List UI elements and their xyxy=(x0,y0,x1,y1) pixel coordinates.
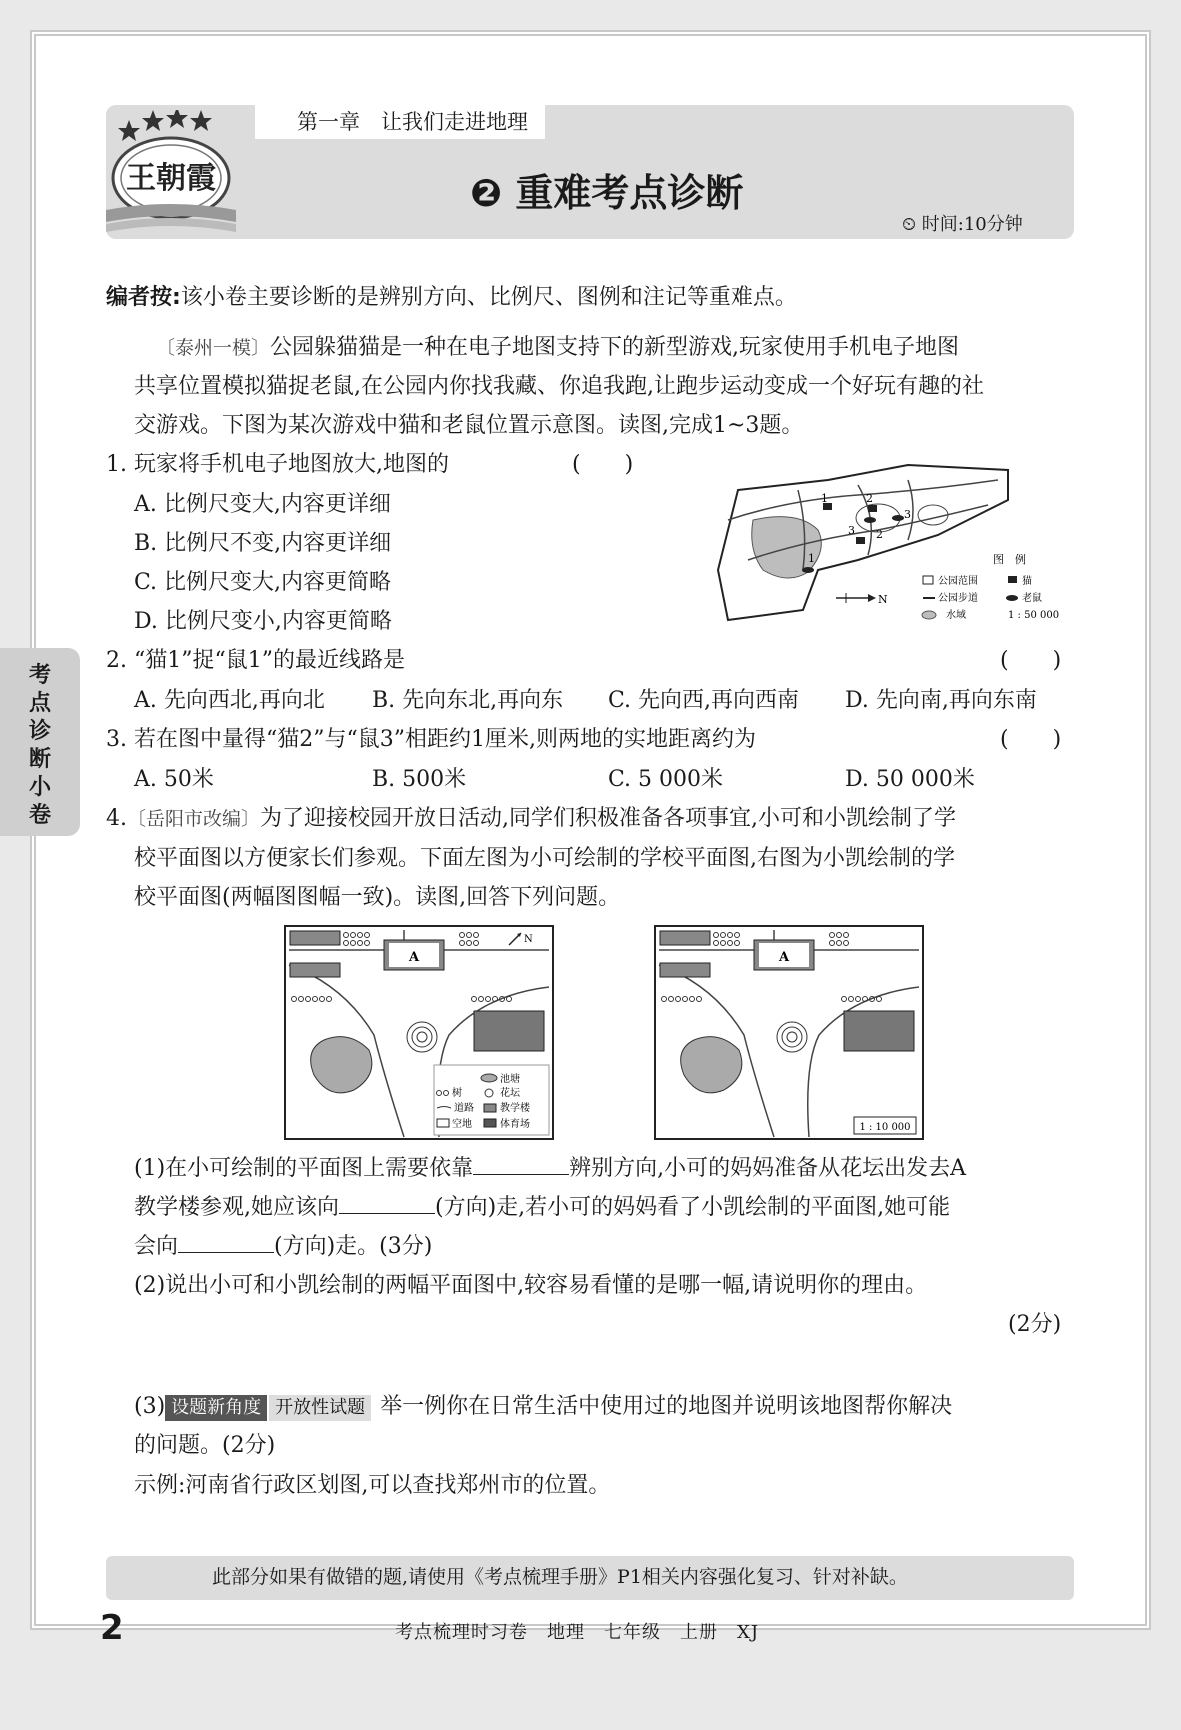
legend-item: 公园范围 xyxy=(938,576,978,587)
q4-sub1-text: (方向)走,若小可的妈妈看了小凯绘制的平面图,她可能 xyxy=(435,1195,951,1220)
north-label: N xyxy=(878,593,888,606)
q4-sub3-line-1 xyxy=(134,1391,952,1423)
clock-icon: ⏲ xyxy=(902,214,917,235)
legend-title: 图 例 xyxy=(993,553,1026,566)
editor-note-label: 编者按: xyxy=(106,285,181,310)
editor-note xyxy=(106,282,797,314)
map-scale: 1 : 50 000 xyxy=(1008,610,1060,621)
park-map xyxy=(708,460,1078,625)
intro-line-3: 交游戏。下图为某次游戏中猫和老鼠位置示意图。读图,完成1~3题。 xyxy=(134,413,804,438)
intro-line-1 xyxy=(156,332,959,364)
q3-stem: 3. 若在图中量得“猫2”与“鼠3”相距约1厘米,则两地的实地距离约为 xyxy=(106,727,756,752)
q1-option-d[interactable]: D. 比例尺变小,内容更简略 xyxy=(134,609,392,634)
side-tab-char: 断 xyxy=(28,747,51,772)
intro-line-2: 共享位置模拟猫捉老鼠,在公园内你找我藏、你追我跑,让跑步运动变成一个好玩有趣的社 xyxy=(134,374,984,399)
map-scale: 1 : 10 000 xyxy=(859,1122,911,1133)
q4-number: 4. xyxy=(106,806,127,831)
q4-sub1-text: 辨别方向,小可的妈妈准备从花坛出发去A xyxy=(569,1156,967,1181)
q3-option-a[interactable]: A. 50米 xyxy=(134,767,214,792)
time-limit xyxy=(902,210,1023,236)
q2-option-a[interactable]: A. 先向西北,再向北 xyxy=(134,688,325,713)
school-map-right xyxy=(654,925,924,1140)
map-point-label: 1 xyxy=(808,552,815,565)
q4-text: 为了迎接校园开放日活动,同学们积极准备各项事宜,小可和小凯绘制了学 xyxy=(260,806,957,831)
tag-open-question: 开放性试题 xyxy=(269,1395,371,1421)
q4-source: 〔岳阳市改编〕 xyxy=(127,808,261,830)
q3-option-c[interactable]: C. 5 000米 xyxy=(608,767,724,792)
side-tab-char: 点 xyxy=(28,691,51,716)
side-tab-char: 小 xyxy=(28,775,51,800)
intro-source: 〔泰州一模〕 xyxy=(156,337,271,359)
q1-stem: 1. 玩家将手机电子地图放大,地图的 xyxy=(106,452,449,477)
q4-sub1-line-2 xyxy=(134,1191,950,1224)
legend-item: 公园步道 xyxy=(938,593,978,604)
q1-option-a[interactable]: A. 比例尺变大,内容更详细 xyxy=(134,492,391,517)
answer-blank-2[interactable] xyxy=(339,1191,435,1214)
q1-option-c[interactable]: C. 比例尺变大,内容更简略 xyxy=(134,570,392,595)
q4-sub2: (2)说出小可和小凯绘制的两幅平面图中,较容易看懂的是哪一幅,请说明你的理由。 xyxy=(134,1273,928,1298)
q4-sub3-line-2: 的问题。(2分) xyxy=(134,1433,276,1458)
q1-option-b[interactable]: B. 比例尺不变,内容更详细 xyxy=(134,531,392,556)
side-tab xyxy=(0,648,80,836)
legend-item: 池塘 xyxy=(500,1074,520,1085)
building-a-label: A xyxy=(778,950,790,965)
q4-sub1-text: (方向)走。(3分) xyxy=(274,1234,433,1259)
q4-sub1-text: 会向 xyxy=(134,1234,179,1259)
side-tab-char: 考 xyxy=(28,663,51,688)
q3-answer-paren[interactable]: ( ) xyxy=(1000,727,1062,752)
legend-item: 花坛 xyxy=(500,1088,520,1099)
map-point-label: 1 xyxy=(821,492,828,505)
legend-item: 水域 xyxy=(946,610,966,621)
q4-line-3: 校平面图(两幅图图幅一致)。读图,回答下列问题。 xyxy=(134,885,621,910)
q3-option-d[interactable]: D. 50 000米 xyxy=(845,767,975,792)
q4-line-2: 校平面图以方便家长们参观。下面左图为小可绘制的学校平面图,右图为小凯绘制的学 xyxy=(134,846,955,871)
page-title: ❷ 重难考点诊断 xyxy=(470,171,744,215)
logo-text: 王朝霞 xyxy=(126,161,216,196)
q4-sub1-line-1 xyxy=(134,1152,966,1185)
q4-sub3-prefix: (3) xyxy=(134,1394,166,1419)
north-label: N xyxy=(524,934,533,945)
legend-item: 教学楼 xyxy=(500,1103,530,1114)
footer-note: 此部分如果有做错的题,请使用《考点梳理手册》P1相关内容强化复习、针对补缺。 xyxy=(212,1566,908,1588)
answer-blank-1[interactable] xyxy=(473,1152,569,1175)
q4-sub2-score: (2分) xyxy=(1008,1312,1062,1337)
book-info: 考点梳理时习卷 地理 七年级 上册 XJ xyxy=(395,1622,760,1643)
north-arrow-icon xyxy=(836,593,876,603)
page-number: 2 xyxy=(100,1608,124,1648)
side-tab-char: 诊 xyxy=(28,719,51,744)
editor-note-text: 该小卷主要诊断的是辨别方向、比例尺、图例和注记等重难点。 xyxy=(180,285,797,310)
q4-sub1-text: (1)在小可绘制的平面图上需要依靠 xyxy=(134,1156,474,1181)
chapter-title: 第一章 让我们走进地理 xyxy=(297,110,528,134)
side-tab-char: 卷 xyxy=(28,803,51,828)
q4-sub3-text: 举一例你在日常生活中使用过的地图并说明该地图帮你解决 xyxy=(380,1394,953,1419)
answer-blank-3[interactable] xyxy=(178,1230,274,1253)
q4-sub1-line-3 xyxy=(134,1230,432,1263)
q1-answer-paren[interactable]: ( ) xyxy=(572,452,634,477)
q3-option-b[interactable]: B. 500米 xyxy=(372,767,467,792)
q4-sub3-example: 示例:河南省行政区划图,可以查找郑州市的位置。 xyxy=(134,1473,611,1498)
q4-sub1-text: 教学楼参观,她应该向 xyxy=(134,1195,339,1220)
map-point-label: 2 xyxy=(866,492,873,505)
time-label: 时间:10分钟 xyxy=(921,214,1023,235)
map-point-label: 2 xyxy=(876,528,883,541)
building-a-label: A xyxy=(408,950,420,965)
legend-item: 空地 xyxy=(452,1119,472,1130)
q2-option-c[interactable]: C. 先向西,再向西南 xyxy=(608,688,800,713)
q2-option-d[interactable]: D. 先向南,再向东南 xyxy=(845,688,1037,713)
tag-new-angle: 设题新角度 xyxy=(165,1395,267,1421)
map-point-label: 3 xyxy=(904,508,911,521)
map-point-label: 3 xyxy=(848,524,855,537)
legend-item: 体育场 xyxy=(500,1119,530,1130)
legend-item: 猫 xyxy=(1022,576,1032,587)
legend-item: 树 xyxy=(452,1088,462,1099)
publisher-logo xyxy=(106,110,236,235)
school-map-left xyxy=(284,925,554,1140)
q2-answer-paren[interactable]: ( ) xyxy=(1000,648,1062,673)
q4-line-1 xyxy=(106,803,956,835)
q2-option-b[interactable]: B. 先向东北,再向东 xyxy=(372,688,564,713)
intro-text: 公园躲猫猫是一种在电子地图支持下的新型游戏,玩家使用手机电子地图 xyxy=(270,335,960,360)
legend-item: 道路 xyxy=(454,1103,474,1114)
q2-stem: 2. “猫1”捉“鼠1”的最近线路是 xyxy=(106,648,405,673)
legend-item: 老鼠 xyxy=(1022,593,1042,604)
